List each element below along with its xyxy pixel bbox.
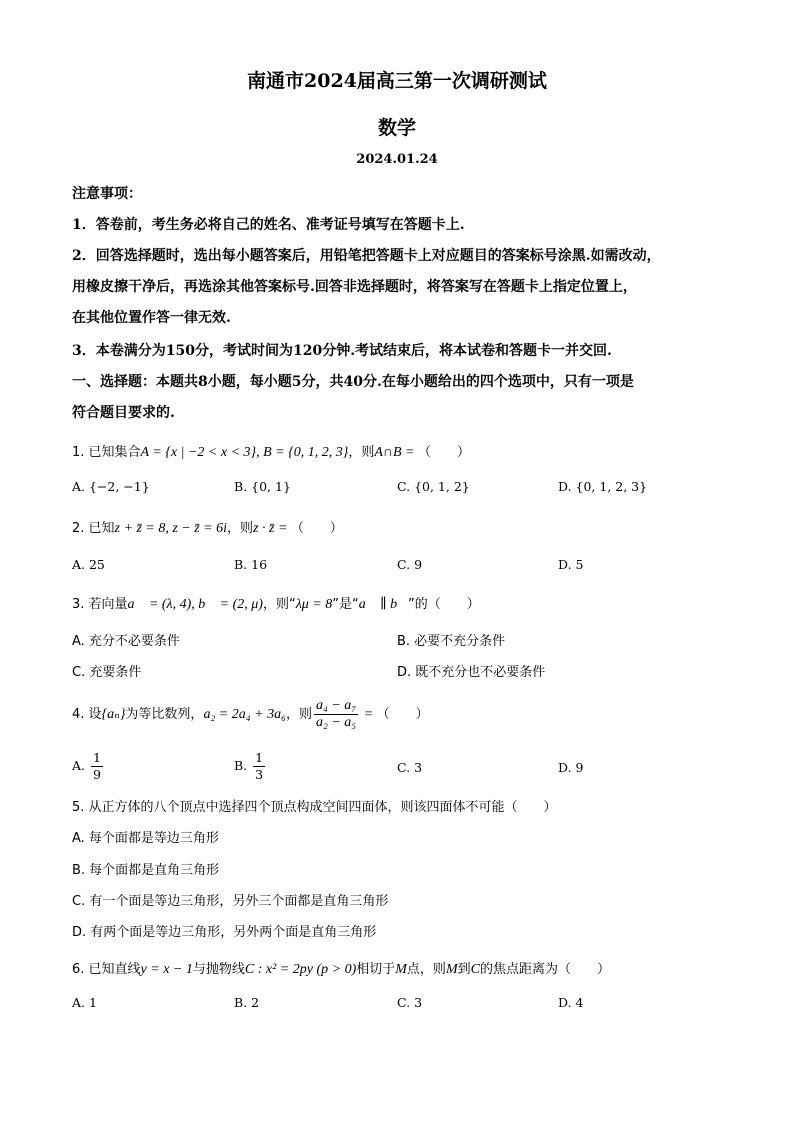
section-heading-line-2: 符合题目要求的. <box>72 405 175 421</box>
notice-item-3: 3．本卷满分为150分，考试时间为120分钟.考试结束后，将本试卷和答题卡一并交回. <box>72 343 612 359</box>
question-3-option-d: D. 既不充分也不必要条件 <box>397 665 546 680</box>
question-5-option-c: C. 有一个面是等边三角形，另外三个面都是直角三角形 <box>72 894 389 909</box>
exam-title: 南通市2024届高三第一次调研测试 <box>247 70 547 92</box>
question-3-option-c: C. 充要条件 <box>72 665 142 680</box>
question-1-option-b: B. {0, 1} <box>234 479 291 494</box>
section-heading-line-1: 一、选择题：本题共8小题，每小题5分，共40分.在每小题给出的四个选项中，只有一项是 <box>72 374 634 390</box>
question-1-suffix: （ ） <box>418 445 471 460</box>
question-4-option-a-numerator: 1 <box>93 750 101 765</box>
question-6-option-d: D. 4 <box>558 995 584 1010</box>
question-2-option-a: A. 25 <box>72 557 105 572</box>
question-1-option-a: A. {−2, −1} <box>72 479 150 494</box>
question-2-prefix: 2. 已知 <box>72 521 115 536</box>
notice-heading: 注意事项： <box>72 186 142 202</box>
question-4-option-a-fraction <box>91 750 103 783</box>
question-2-option-d: D. 5 <box>558 557 584 572</box>
question-1-math-2: A∩B = <box>374 445 418 460</box>
question-3-mid-2: ”是“ <box>332 597 359 612</box>
question-3-math-3: a⃗ ∥ b⃗ <box>358 597 408 612</box>
question-1-math: A = {x | −2 < x < 3}, B = {0, 1, 2, 3} <box>140 445 349 460</box>
question-4-suffix: （ ） <box>376 707 429 722</box>
question-3-prefix: 3. 若向量 <box>72 597 128 612</box>
question-6-math-4: M <box>445 962 458 977</box>
exam-subject: 数学 <box>377 117 416 139</box>
question-5-option-d: D. 有两个面是等边三角形，另外两个面是直角三角形 <box>72 925 377 940</box>
notice-item-2-line-3: 在其他位置作答一律无效. <box>72 310 231 326</box>
question-6-stem <box>72 958 610 978</box>
question-4-math-3: = <box>360 707 377 722</box>
question-1-prefix: 1. 已知集合 <box>72 445 141 460</box>
question-1-option-c: C. {0, 1, 2} <box>397 479 470 494</box>
question-4-option-b-numerator: 1 <box>255 750 264 765</box>
question-4-fraction <box>314 698 358 731</box>
question-4-stem <box>72 697 429 733</box>
notice-item-2-line-2: 用橡皮擦干净后，再选涂其他答案标号.回答非选择题时，将答案写在答题卡上指定位置上， <box>72 279 637 295</box>
question-3-mid: ，则“ <box>262 597 296 612</box>
question-3-suffix: ”的（ ） <box>408 597 480 612</box>
question-6-math-2: C : x² = 2py (p > 0) <box>244 962 357 977</box>
question-4-fraction-numerator: a₄ − a₇ <box>315 698 357 713</box>
question-4-mid: 为等比数列， <box>125 707 204 722</box>
question-6-mid-4: 到 <box>457 962 471 977</box>
question-6-mid: 与抛物线 <box>192 962 245 977</box>
question-1-option-d: D. {0, 1, 2, 3} <box>558 479 648 494</box>
question-6-math-3: M <box>395 962 407 977</box>
question-2-math: z + z̄ = 8, z − z̄ = 6i <box>114 521 228 536</box>
question-6-mid-3: 点，则 <box>406 962 446 977</box>
question-6-suffix: 的焦点距离为（ ） <box>479 962 610 977</box>
question-1-stem <box>72 441 470 461</box>
question-4-option-a-label: A. <box>72 758 86 773</box>
question-4-fraction-denominator: a₂ − a₅ <box>315 715 357 730</box>
question-6-prefix: 6. 已知直线 <box>72 962 141 977</box>
question-4-option-d: D. 9 <box>558 760 584 775</box>
notice-item-2-line-1: 2．回答选择题时，选出每小题答案后，用铅笔把答题卡上对应题目的答案标号涂黑.如需改动， <box>72 248 661 264</box>
question-2-suffix: （ ） <box>290 521 343 536</box>
question-4-option-a <box>72 748 105 784</box>
question-4-option-b-fraction <box>253 750 265 783</box>
question-6-option-a: A. 1 <box>72 995 97 1010</box>
question-2-option-c: C. 9 <box>397 557 423 572</box>
question-3-option-a: A. 充分不必要条件 <box>72 634 180 649</box>
question-4-prefix: 4. 设 <box>72 707 102 722</box>
question-4-option-b-label: B. <box>234 758 248 773</box>
question-2-math-2: z · z̄ = <box>253 521 291 536</box>
question-2-mid: ，则 <box>227 521 254 536</box>
question-3-option-b: B. 必要不充分条件 <box>397 634 506 649</box>
question-6-math-5: C <box>470 962 480 977</box>
question-1-mid: ，则 <box>348 445 375 460</box>
question-4-option-b <box>234 748 267 784</box>
question-6-mid-2: 相切于 <box>356 962 396 977</box>
exam-date: 2024.01.24 <box>356 152 438 167</box>
question-6-math: y = x − 1 <box>140 962 193 977</box>
question-4-option-b-denominator: 3 <box>255 767 264 782</box>
question-4-math: {aₙ} <box>101 707 126 722</box>
question-5-option-a: A. 每个面都是等边三角形 <box>72 831 219 846</box>
question-4-option-a-denominator: 9 <box>93 767 101 782</box>
question-6-option-b: B. 2 <box>234 995 260 1010</box>
question-6-option-c: C. 3 <box>397 995 423 1010</box>
question-4-mid-2: ，则 <box>285 707 312 722</box>
question-5-stem: 5. 从正方体的八个顶点中选择四个顶点构成空间四面体，则该四面体不可能（ ） <box>72 800 557 815</box>
question-2-stem <box>72 517 343 537</box>
question-4-option-c: C. 3 <box>397 760 423 775</box>
question-5-option-b: B. 每个面都是直角三角形 <box>72 863 220 878</box>
notice-item-1: 1．答卷前，考生务必将自己的姓名、准考证号填写在答题卡上. <box>72 217 465 233</box>
question-3-stem <box>72 593 480 613</box>
question-3-math: a⃗ = (λ, 4), b⃗ = (2, μ) <box>127 597 263 612</box>
question-2-option-b: B. 16 <box>234 557 268 572</box>
question-3-math-2: λμ = 8 <box>295 597 333 612</box>
question-4-math-2: a₂ = 2a₄ + 3a₆ <box>203 707 286 722</box>
